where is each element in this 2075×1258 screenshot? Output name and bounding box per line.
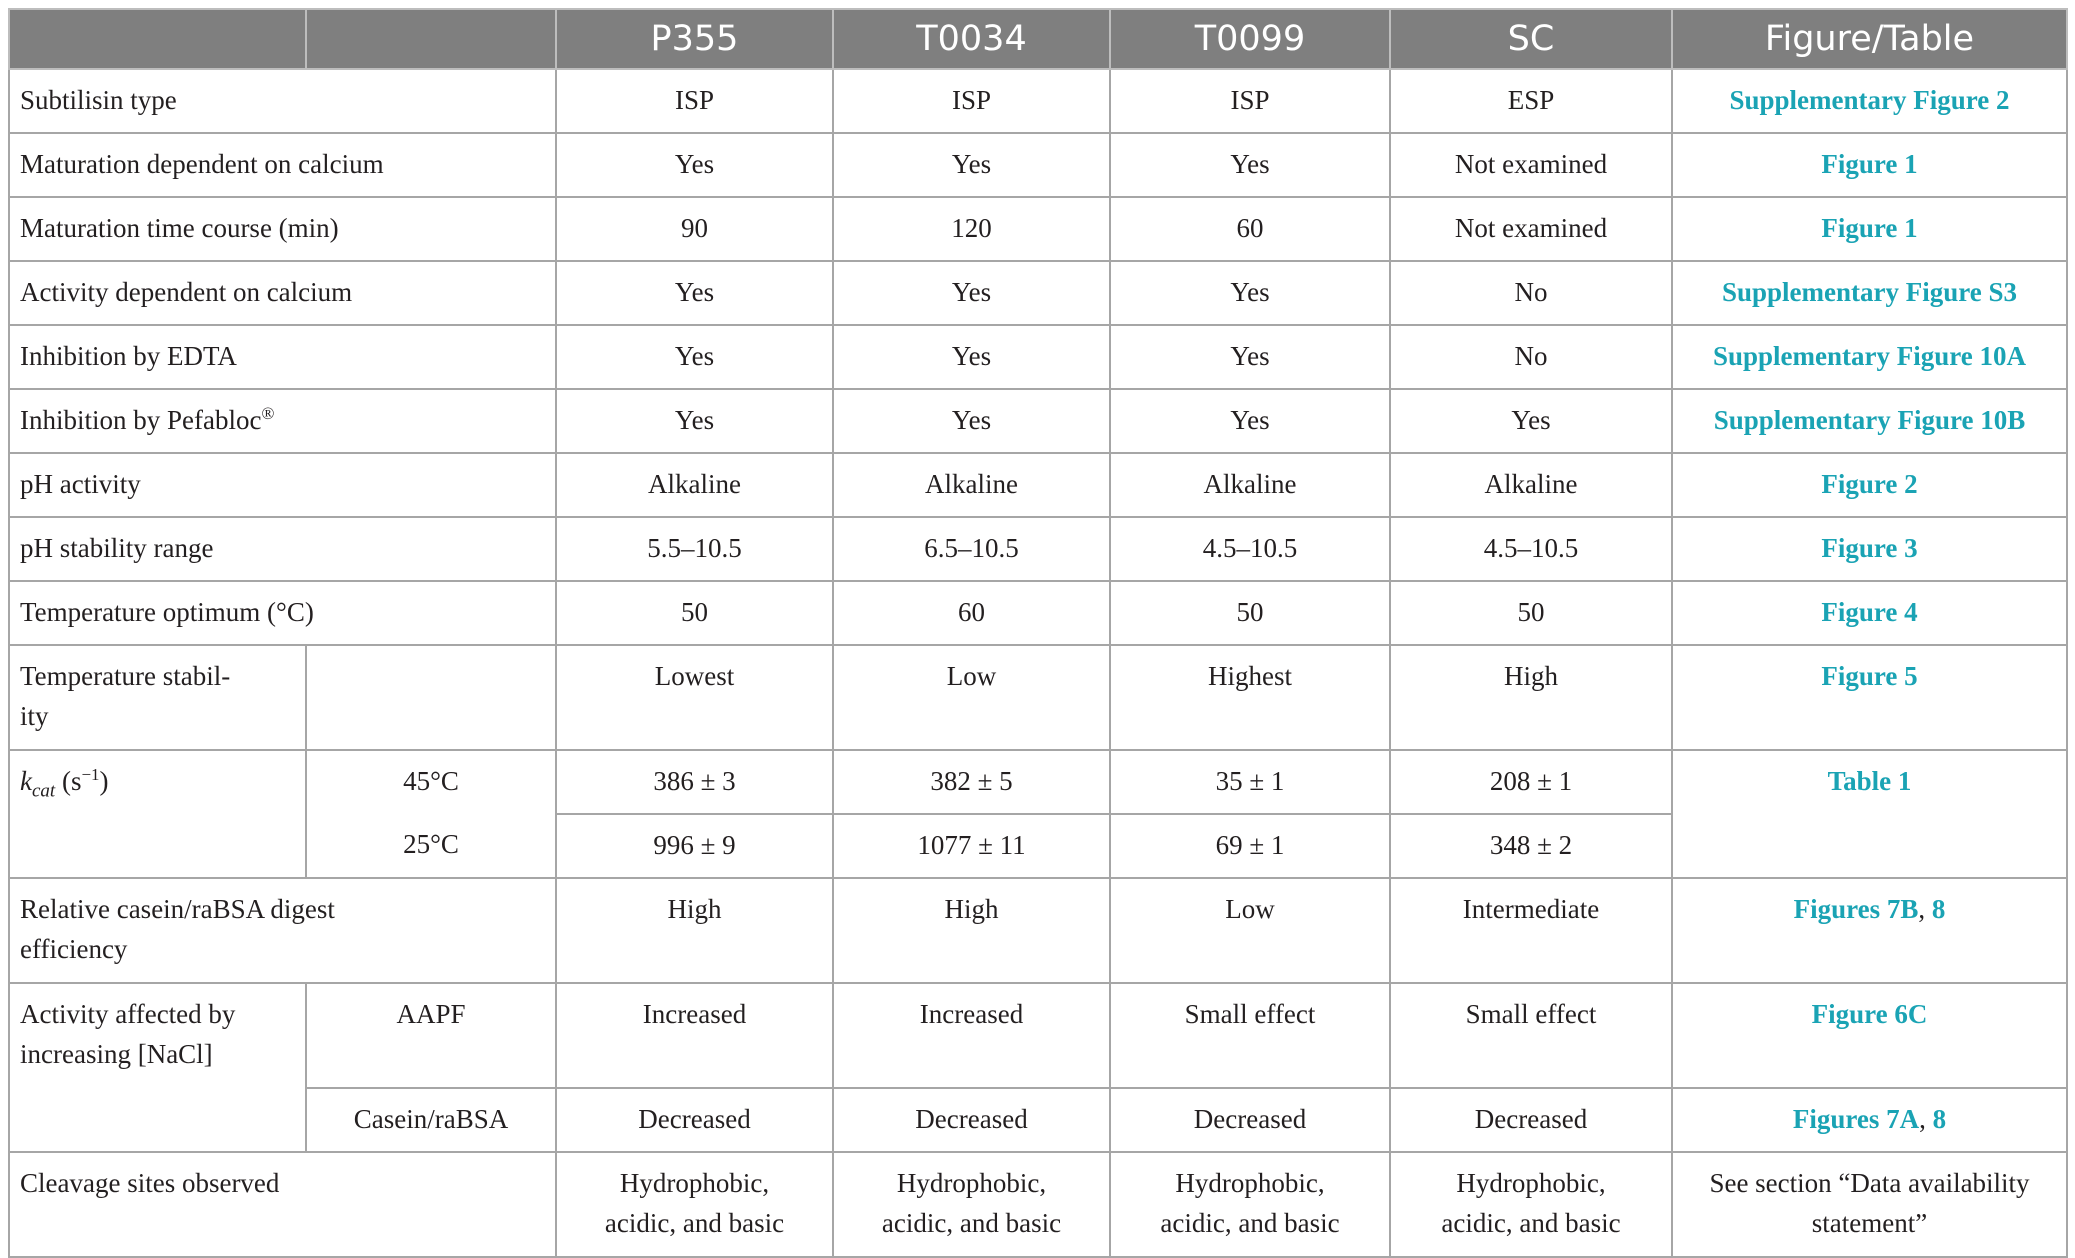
cell-p355: Yes (556, 133, 833, 197)
cell-sc: 208 ± 1 (1390, 750, 1672, 814)
cell-t0099 (1110, 1152, 1390, 1257)
kcat-subscript: cat (31, 780, 56, 802)
figure-link[interactable]: Figure 2 (1672, 453, 2067, 517)
kcat-temp-45: 45°C (306, 750, 556, 814)
cell-line2: acidic, and basic (604, 1208, 785, 1238)
cell-t0034: 6.5–10.5 (833, 517, 1110, 581)
figure-link[interactable]: Supplementary Figure 2 (1672, 69, 2067, 133)
table-row (9, 581, 2067, 645)
cell-t0099: Small effect (1110, 983, 1390, 1088)
row-label: Cleavage sites observed (9, 1152, 556, 1257)
cell-sc: 50 (1390, 581, 1672, 645)
header-blank-1 (9, 9, 306, 69)
row-label-line2: ity (20, 701, 49, 731)
figure-link-8[interactable]: 8 (1931, 894, 1946, 924)
table-row (9, 750, 2067, 814)
figure-link[interactable]: Supplementary Figure S3 (1672, 261, 2067, 325)
table-row (9, 1088, 2067, 1152)
cell-line2: acidic, and basic (1160, 1208, 1340, 1238)
cell-p355: Alkaline (556, 453, 833, 517)
cell-sc: Alkaline (1390, 453, 1672, 517)
cell-t0034: ISP (833, 69, 1110, 133)
figure-separator: , (1918, 894, 1932, 924)
cell-p355: Yes (556, 261, 833, 325)
cell-t0099: Decreased (1110, 1088, 1390, 1152)
row-label: Subtilisin type (9, 69, 556, 133)
row-label: pH activity (9, 453, 556, 517)
table-row (9, 453, 2067, 517)
row-label: Maturation dependent on calcium (9, 133, 556, 197)
figure-link-7b[interactable]: Figures 7B (1793, 894, 1919, 924)
kcat-unit-exponent: −1 (81, 765, 100, 784)
row-label-line2: efficiency (20, 934, 128, 964)
table-row (9, 1152, 2067, 1257)
cell-t0099: Yes (1110, 133, 1390, 197)
cell-t0099: Low (1110, 878, 1390, 983)
cell-sc: No (1390, 325, 1672, 389)
cell-t0034: Increased (833, 983, 1110, 1088)
row-label-line1: Relative casein/raBSA digest (20, 894, 335, 924)
row-label-line1: Temperature stabil- (20, 661, 231, 691)
cell-sc: ESP (1390, 69, 1672, 133)
cell-sc: 4.5–10.5 (1390, 517, 1672, 581)
kcat-label (9, 750, 306, 814)
cell-line1: Hydrophobic, (1456, 1168, 1606, 1198)
figure-link[interactable]: Supplementary Figure 10A (1672, 325, 2067, 389)
cell-t0099: Yes (1110, 389, 1390, 453)
cell-t0034: 60 (833, 581, 1110, 645)
cell-sc: Yes (1390, 389, 1672, 453)
table-row (9, 261, 2067, 325)
kcat-symbol: k (20, 766, 32, 796)
cell-p355: Yes (556, 325, 833, 389)
cell-t0099: Highest (1110, 645, 1390, 750)
figure-link-7a[interactable]: Figures 7A (1792, 1104, 1920, 1134)
cell-t0034 (833, 1152, 1110, 1257)
cell-p355: ISP (556, 69, 833, 133)
data-availability-note (1672, 1152, 2067, 1257)
cell-p355: Increased (556, 983, 833, 1088)
cell-p355 (556, 1152, 833, 1257)
cell-t0034: Yes (833, 133, 1110, 197)
cell-t0034: 120 (833, 197, 1110, 261)
figure-link[interactable]: Figure 3 (1672, 517, 2067, 581)
table-row (9, 983, 2067, 1088)
figure-link[interactable]: Figure 6C (1672, 983, 2067, 1088)
cell-line1: Hydrophobic, (619, 1168, 770, 1198)
cell-t0099: 60 (1110, 197, 1390, 261)
cell-line1: Hydrophobic, (1175, 1168, 1325, 1198)
cell-t0034: 1077 ± 11 (833, 814, 1110, 878)
cell-t0034: 382 ± 5 (833, 750, 1110, 814)
figure-link[interactable]: Table 1 (1672, 750, 2067, 878)
figure-link[interactable]: Figure 1 (1672, 197, 2067, 261)
cell-t0034: Alkaline (833, 453, 1110, 517)
cell-line1: Hydrophobic, (896, 1168, 1047, 1198)
registered-mark: ® (261, 404, 275, 423)
row-label-line2: increasing [NaCl] (20, 1039, 213, 1069)
cell-sc: Decreased (1390, 1088, 1672, 1152)
row-label-cont (9, 1088, 306, 1152)
cell-p355: 386 ± 3 (556, 750, 833, 814)
kcat-unit-close: ) (99, 766, 109, 796)
cell-sc: No (1390, 261, 1672, 325)
cell-p355: 996 ± 9 (556, 814, 833, 878)
header-row (9, 9, 2067, 69)
row-label-line1: Activity affected by (20, 999, 236, 1029)
row-label: Inhibition by EDTA (9, 325, 556, 389)
table-container (8, 8, 2066, 1238)
header-blank-2 (306, 9, 556, 69)
subtilisin-comparison-table (8, 8, 2068, 1258)
cell-t0099: 35 ± 1 (1110, 750, 1390, 814)
row-sublabel: AAPF (306, 983, 556, 1088)
header-figure-table: Figure/Table (1672, 9, 2067, 69)
table-row (9, 69, 2067, 133)
header-t0034: T0034 (833, 9, 1110, 69)
cell-line2: acidic, and basic (1441, 1208, 1621, 1238)
cell-t0034: Yes (833, 261, 1110, 325)
row-sublabel: Casein/raBSA (306, 1088, 556, 1152)
table-row (9, 325, 2067, 389)
cell-p355: 50 (556, 581, 833, 645)
row-label (9, 645, 306, 750)
figure-link[interactable]: Figure 5 (1672, 645, 2067, 750)
cell-sc: Small effect (1390, 983, 1672, 1088)
table-row (9, 133, 2067, 197)
row-label: Activity dependent on calcium (9, 261, 556, 325)
row-label (9, 389, 556, 453)
figure-separator: , (1919, 1104, 1933, 1134)
cell-t0099: ISP (1110, 69, 1390, 133)
cell-p355: 90 (556, 197, 833, 261)
figure-link-8[interactable]: 8 (1932, 1104, 1947, 1134)
figure-links (1672, 878, 2067, 983)
row-sublabel-empty (306, 645, 556, 750)
kcat-temp-25: 25°C (306, 814, 556, 878)
cell-sc: High (1390, 645, 1672, 750)
row-label: pH stability range (9, 517, 556, 581)
cell-t0099: 69 ± 1 (1110, 814, 1390, 878)
row-label: Temperature optimum (°C) (9, 581, 556, 645)
row-label (9, 983, 306, 1088)
cell-p355: Lowest (556, 645, 833, 750)
header-p355: P355 (556, 9, 833, 69)
cell-t0034: Yes (833, 325, 1110, 389)
cell-t0034: Yes (833, 389, 1110, 453)
cell-sc (1390, 1152, 1672, 1257)
figure-link[interactable]: Supplementary Figure 10B (1672, 389, 2067, 453)
header-sc: SC (1390, 9, 1672, 69)
table-row (9, 645, 2067, 750)
table-row (9, 878, 2067, 983)
row-label-text: Inhibition by Pefabloc (20, 405, 262, 435)
cell-sc: 348 ± 2 (1390, 814, 1672, 878)
cell-p355: High (556, 878, 833, 983)
row-label (9, 878, 556, 983)
note-line2: statement” (1811, 1208, 1928, 1238)
table-row (9, 197, 2067, 261)
cell-line2: acidic, and basic (881, 1208, 1062, 1238)
cell-sc: Not examined (1390, 133, 1672, 197)
cell-t0034: Decreased (833, 1088, 1110, 1152)
cell-t0034: High (833, 878, 1110, 983)
table-row (9, 517, 2067, 581)
figure-link[interactable]: Figure 4 (1672, 581, 2067, 645)
cell-sc: Intermediate (1390, 878, 1672, 983)
header-t0099: T0099 (1110, 9, 1390, 69)
cell-sc: Not examined (1390, 197, 1672, 261)
cell-p355: 5.5–10.5 (556, 517, 833, 581)
cell-t0099: Yes (1110, 325, 1390, 389)
kcat-unit-open: (s (55, 766, 82, 796)
cell-t0099: Yes (1110, 261, 1390, 325)
row-label: Maturation time course (min) (9, 197, 556, 261)
cell-t0034: Low (833, 645, 1110, 750)
table-row (9, 389, 2067, 453)
cell-t0099: Alkaline (1110, 453, 1390, 517)
cell-p355: Yes (556, 389, 833, 453)
kcat-label-cont (9, 814, 306, 878)
figure-link[interactable]: Figure 1 (1672, 133, 2067, 197)
figure-links (1672, 1088, 2067, 1152)
cell-t0099: 50 (1110, 581, 1390, 645)
cell-t0099: 4.5–10.5 (1110, 517, 1390, 581)
note-line1: See section “Data availability (1709, 1168, 2030, 1198)
cell-p355: Decreased (556, 1088, 833, 1152)
